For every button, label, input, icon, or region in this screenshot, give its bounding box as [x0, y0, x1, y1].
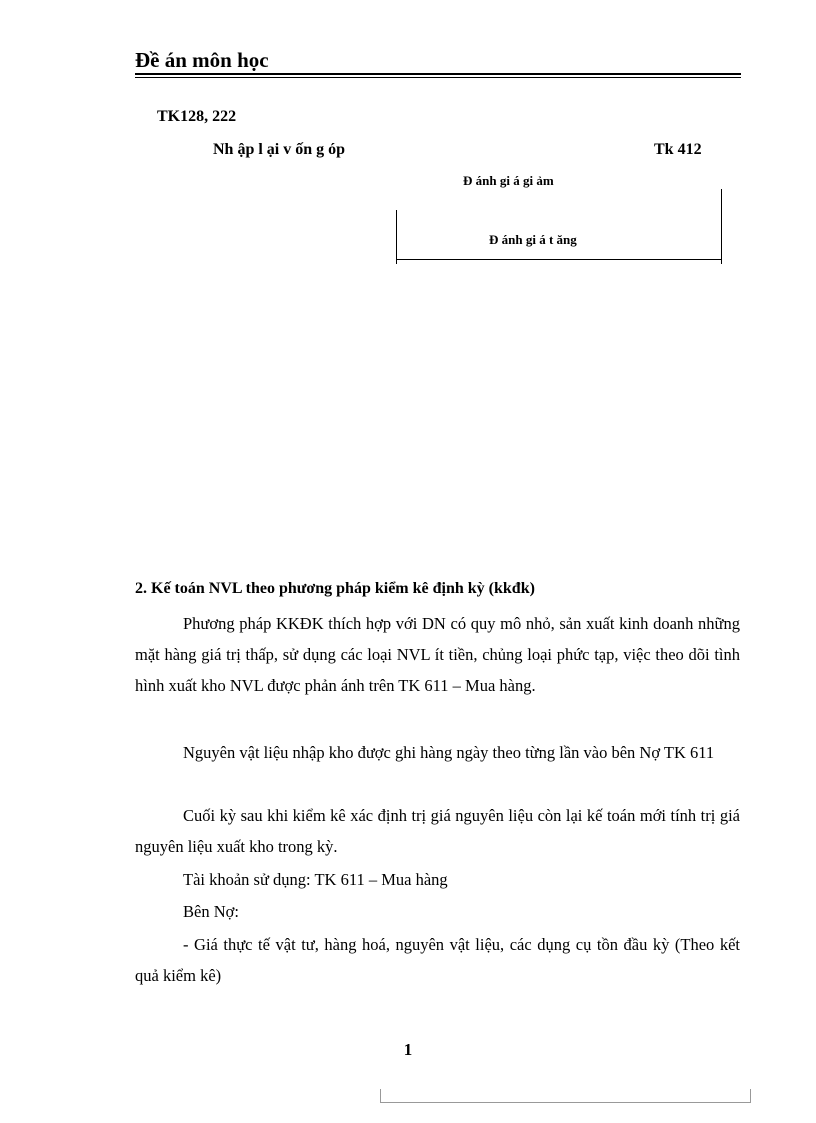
paragraph-method-description: Phương pháp KKĐK thích hợp với DN có quy mô nhỏ, sản xuất kinh doanh những mặt hàng giá trị thấp, sử dụng các loại NVL ít tiền, chủng loại phức tạp, việc theo dõi tình hình xuất kho NVL được phản ánh trên TK 611 – Mua hàng.	[135, 614, 740, 695]
header-rule-thick	[135, 73, 741, 75]
diagram-label-decrease: Đ ánh gi á gi ảm	[463, 173, 554, 188]
paragraph-period-end: Cuối kỳ sau khi kiểm kê xác định trị giá nguyên liệu còn lại kế toán mới tính trị giá nguyên liệu xuất kho trong kỳ.	[135, 806, 740, 856]
page-number: 1	[403, 1040, 413, 1059]
paragraph-account-used: Tài khoản sử dụng: TK 611 – Mua hàng	[183, 870, 448, 889]
section-heading: 2. Kế toán NVL theo phương pháp kiểm kê định kỳ (kkđk)	[135, 580, 535, 597]
diagram-bottom-line	[396, 259, 722, 260]
header-rule-thin	[135, 77, 741, 78]
diagram-account-right: Tk 412	[654, 141, 702, 158]
paragraph-debit-side: Bên Nợ:	[183, 902, 239, 921]
diagram-account-left: TK128, 222	[157, 108, 237, 125]
paragraph-material-input: Nguyên vật liệu nhập kho được ghi hàng ngày theo từng lần vào bên Nợ TK 611	[183, 743, 715, 762]
diagram-left-vertical-line	[396, 210, 397, 264]
paragraph-debit-item: - Giá thực tế vật tư, hàng hoá, nguyên vật liệu, các dụng cụ tồn đầu kỳ (Theo kết quả kiểm kê)	[135, 935, 740, 985]
diagram-entry-note: Nh ập l ại v ốn g óp	[213, 141, 346, 158]
document-header-title: Đề án môn học	[135, 48, 269, 72]
page-bottom-frame	[380, 1089, 751, 1103]
diagram-right-vertical-line	[721, 189, 722, 264]
diagram-label-increase: Đ ánh gi á t ăng	[489, 232, 577, 247]
